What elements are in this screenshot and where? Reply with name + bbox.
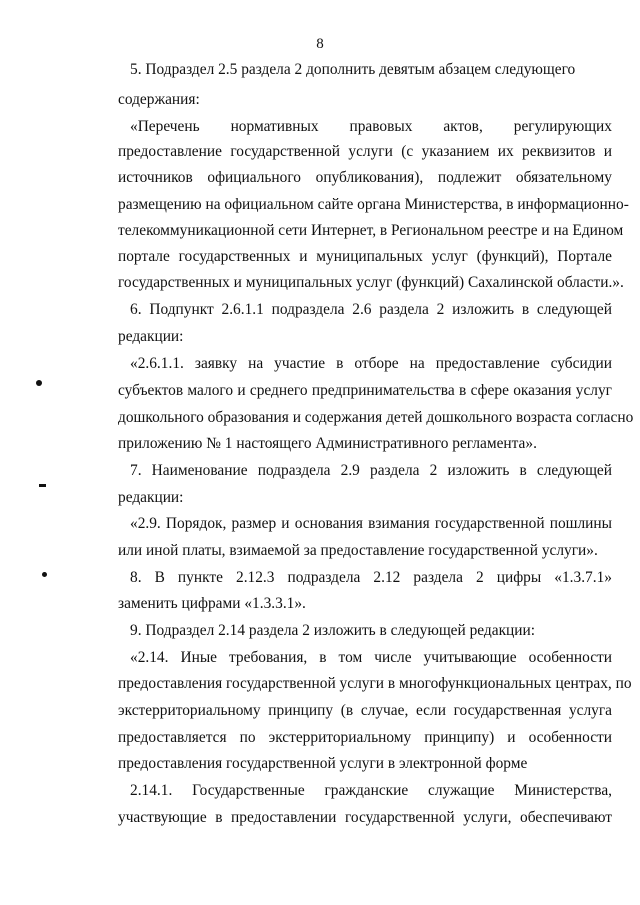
item-6-line-1: 6. Подпункт 2.6.1.1 подраздела 2.6 раздела 2 изложить в следующей	[130, 301, 612, 318]
punch-mark	[42, 572, 47, 577]
punch-mark	[39, 484, 46, 487]
quote-5-line-7: государственных и муниципальных услуг (функций) Сахалинской области.».	[118, 274, 624, 291]
sub-2-14-1-line-2: участвующие в предоставлении государственной услуги, обеспечивают	[118, 809, 612, 826]
quote-9-line-4: предоставляется по экстерриториальному принципу) и особенности	[118, 729, 612, 746]
quote-7-line-2: или иной платы, взимаемой за предоставление государственной услуги».	[118, 542, 598, 559]
quote-5-line-2: предоставление государственной услуги (с указанием их реквизитов и	[118, 143, 612, 160]
quote-9-line-1: «2.14. Иные требования, в том числе учитывающие особенности	[130, 649, 612, 666]
item-7-line-1: 7. Наименование подраздела 2.9 раздела 2 изложить в следующей	[130, 462, 612, 479]
quote-6-line-4: приложению № 1 настоящего Административного регламента».	[118, 435, 537, 452]
item-8-line-1: 8. В пункте 2.12.3 подраздела 2.12 раздела 2 цифры «1.3.7.1»	[130, 569, 612, 586]
item-7-line-2: редакции:	[118, 489, 184, 506]
quote-5-line-1: «Перечень нормативных правовых актов, регулирующих	[130, 118, 612, 135]
quote-6-line-3: дошкольного образования и содержания детей дошкольного возраста согласно	[118, 409, 634, 426]
quote-5-line-6: портале государственных и муниципальных услуг (функций), Портале	[118, 248, 612, 265]
sub-2-14-1-line-1: 2.14.1. Государственные гражданские служащие Министерства,	[130, 782, 612, 799]
quote-7-line-1: «2.9. Порядок, размер и основания взимания государственной пошлины	[130, 515, 612, 532]
quote-9-line-2: предоставления государственной услуги в многофункциональных центрах, по	[118, 675, 632, 692]
quote-9-line-3: экстерриториальному принципу (в случае, если государственная услуга	[118, 702, 612, 719]
item-6-line-2: редакции:	[118, 328, 184, 345]
quote-6-line-2: субъектов малого и среднего предпринимательства в сфере оказания услуг	[118, 382, 612, 399]
item-8-line-2: заменить цифрами «1.3.3.1».	[118, 595, 306, 612]
item-5-line-2: содержания:	[118, 91, 200, 108]
punch-mark	[36, 380, 42, 386]
item-9-line-1: 9. Подраздел 2.14 раздела 2 изложить в следующей редакции:	[130, 622, 536, 639]
item-5-line-1: 5. Подраздел 2.5 раздела 2 дополнить девятым абзацем следующего	[130, 61, 576, 78]
quote-5-line-4: размещению на официальном сайте органа Министерства, в информационно-	[118, 196, 629, 213]
page-number: 8	[316, 36, 324, 52]
quote-5-line-5: телекоммуникационной сети Интернет, в Региональном реестре и на Едином	[118, 222, 624, 239]
quote-6-line-1: «2.6.1.1. заявку на участие в отборе на предоставление субсидии	[130, 355, 612, 372]
quote-9-line-5: предоставления государственной услуги в электронной форме	[118, 755, 528, 772]
quote-5-line-3: источников официального опубликования), подлежит обязательному	[118, 169, 612, 186]
